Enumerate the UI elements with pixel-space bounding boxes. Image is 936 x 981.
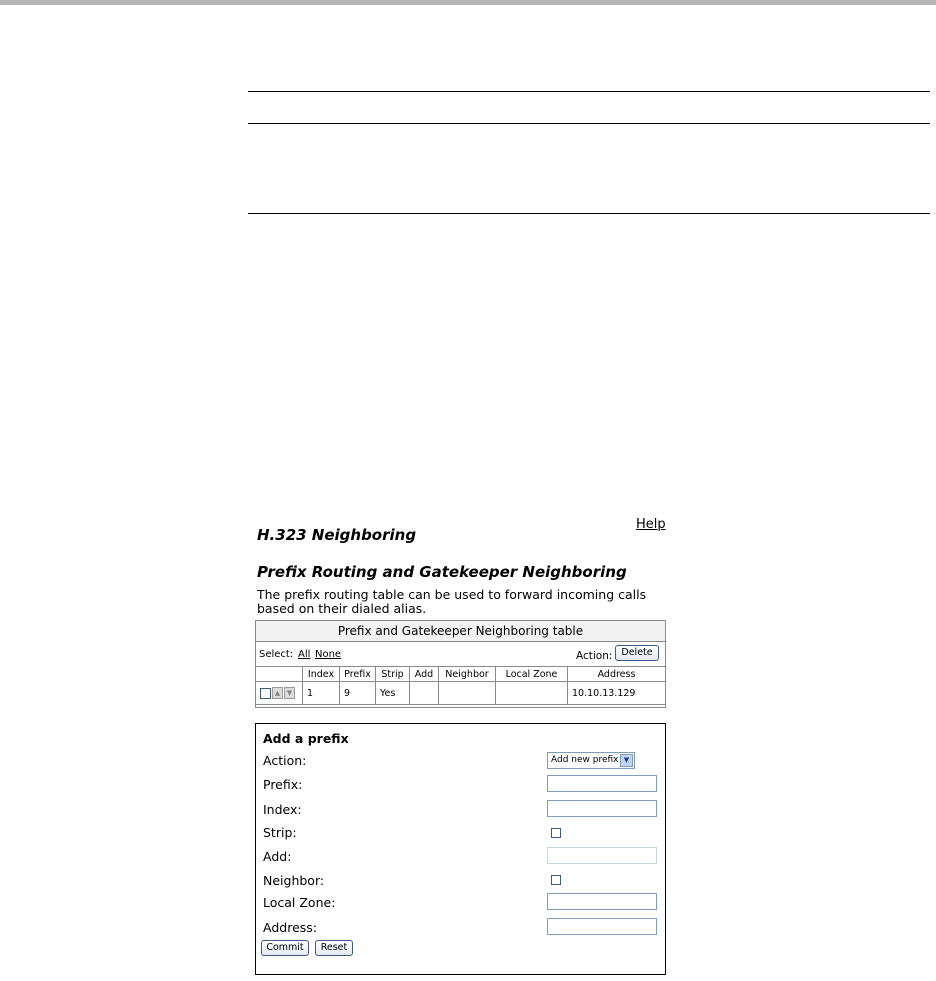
add-label: Add: [263, 849, 292, 864]
select-label: Select: [259, 649, 294, 660]
column-header-prefix: Prefix [340, 667, 376, 682]
description-text: The prefix routing table can be used to forward incoming calls based on their dialed alias. [257, 587, 647, 616]
neighboring-table [255, 620, 666, 708]
chevron-down-icon[interactable]: ▼ [620, 754, 633, 767]
arrow-up-icon[interactable]: ▲ [272, 687, 283, 699]
column-header-index: Index [303, 667, 340, 682]
help-link[interactable]: Help [636, 517, 666, 532]
column-header-strip: Strip [376, 667, 410, 682]
column-header-local-zone: Local Zone [496, 667, 568, 682]
strip-checkbox[interactable] [551, 828, 561, 838]
divider-line [248, 91, 930, 92]
prefix-label: Prefix: [263, 777, 303, 792]
local-zone-label: Local Zone: [263, 895, 336, 910]
action-label: Action: [576, 650, 613, 662]
column-header-neighbor: Neighbor [439, 667, 496, 682]
table-header-row [256, 667, 665, 682]
index-input[interactable] [547, 800, 657, 817]
index-label: Index: [263, 802, 302, 817]
local-zone-input[interactable] [547, 893, 657, 910]
section-title: Prefix Routing and Gatekeeper Neighboring [257, 563, 627, 581]
action-select[interactable] [547, 752, 635, 769]
arrow-down-icon[interactable]: ▼ [284, 687, 295, 699]
table-grid [256, 667, 665, 705]
select-none-link[interactable]: None [315, 649, 342, 660]
cell-neighbor [439, 682, 496, 705]
embedded-screenshot [255, 510, 667, 980]
column-header-select [256, 667, 303, 682]
row-checkbox[interactable] [260, 688, 271, 699]
page-title: H.323 Neighboring [257, 526, 417, 544]
add-prefix-form [255, 723, 666, 975]
cell-address: 10.10.13.129 [568, 682, 666, 705]
table-toolbar [256, 642, 665, 667]
strip-label: Strip: [263, 825, 297, 840]
cell-index: 1 [303, 682, 340, 705]
cell-add [410, 682, 439, 705]
divider-line [248, 213, 930, 214]
action-field-label: Action: [263, 753, 307, 768]
commit-button[interactable]: Commit [261, 940, 309, 956]
prefix-input[interactable] [547, 775, 657, 792]
add-input[interactable] [547, 847, 657, 864]
form-title: Add a prefix [263, 731, 349, 746]
cell-strip: Yes [376, 682, 410, 705]
cell-local-zone [496, 682, 568, 705]
action-select-value: Add new prefix [551, 755, 619, 765]
cell-prefix: 9 [340, 682, 376, 705]
address-input[interactable] [547, 918, 657, 935]
select-all-link[interactable]: All [298, 649, 311, 660]
column-header-address: Address [568, 667, 666, 682]
column-header-add: Add [410, 667, 439, 682]
neighbor-checkbox[interactable] [551, 875, 561, 885]
row-controls [256, 682, 303, 705]
top-bar [0, 0, 936, 5]
reset-button[interactable]: Reset [315, 940, 353, 956]
divider-line [248, 123, 930, 124]
table-row [256, 682, 665, 705]
delete-button[interactable]: Delete [615, 645, 659, 661]
table-caption: Prefix and Gatekeeper Neighboring table [256, 621, 665, 642]
address-label: Address: [263, 920, 317, 935]
neighbor-label: Neighbor: [263, 873, 325, 888]
